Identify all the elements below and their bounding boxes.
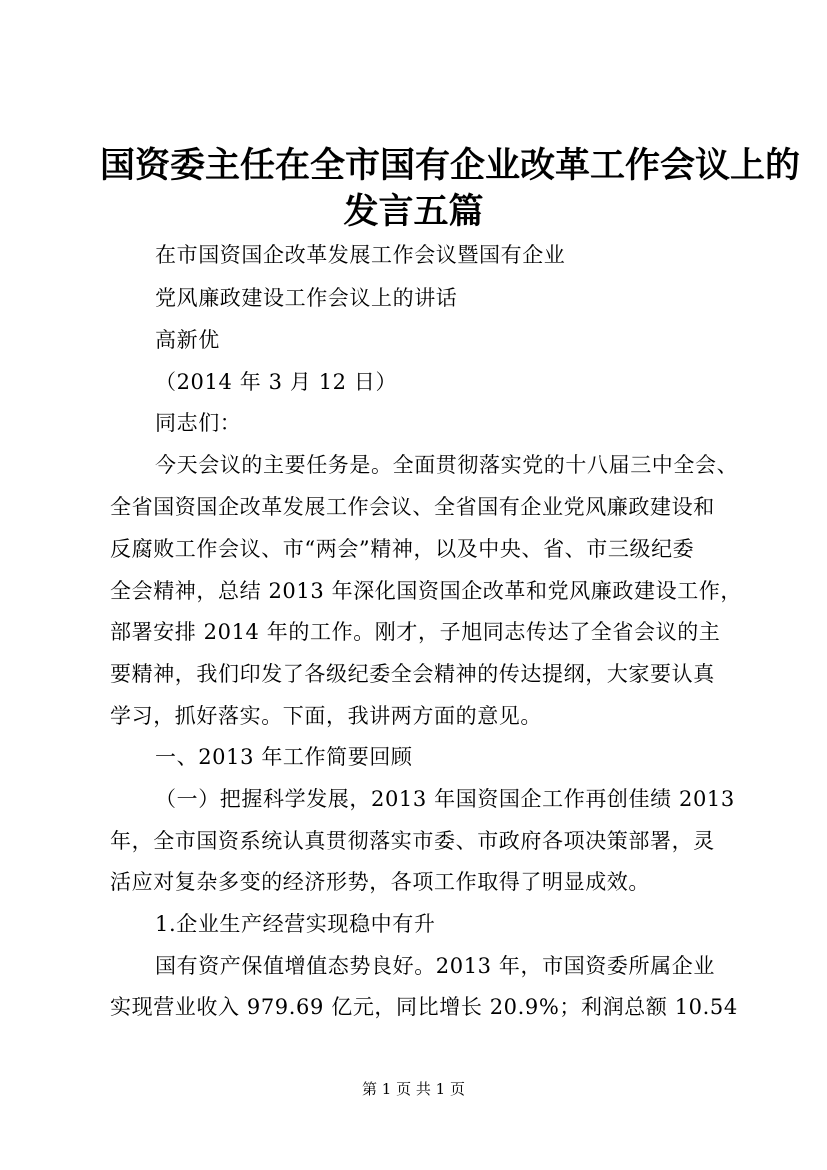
document-title-line-2: 发言五篇: [343, 191, 484, 232]
document-title-line-1: 国资委主任在全市国有企业改革工作会议上的: [100, 145, 801, 186]
body-line: 活应对复杂多变的经济形势，各项工作取得了明显成效。: [110, 870, 650, 894]
speech-heading-line-2: 党风廉政建设工作会议上的讲话: [155, 286, 458, 310]
speech-heading-line-1: 在市国资国企改革发展工作会议暨国有企业: [155, 243, 566, 267]
body-line: 全会精神，总结 2013 年深化国资国企改革和党风廉政建设工作，: [110, 579, 742, 603]
body-line: 今天会议的主要任务是。全面贯彻落实党的十八届三中全会、: [155, 453, 739, 477]
body-line: 反腐败工作会议、市“两会”精神，以及中央、省、市三级纪委: [110, 537, 695, 561]
author: 高新优: [155, 328, 220, 352]
body-line: 学习，抓好落实。下面，我讲两方面的意见。: [110, 704, 542, 728]
numbered-item-heading: 1.企业生产经营实现稳中有升: [155, 912, 436, 936]
body-line: 国有资产保值增值态势良好。2013 年，市国资委所属企业: [155, 954, 715, 978]
speech-date: （2014 年 3 月 12 日）: [155, 370, 398, 394]
body-line: 要精神，我们印发了各级纪委全会精神的传达提纲，大家要认真: [110, 662, 715, 686]
page-footer: 第 1 页 共 1 页: [362, 1080, 465, 1098]
salutation: 同志们：: [155, 411, 242, 435]
subsection-heading: （一）把握科学发展，2013 年国资国企工作再创佳绩 2013: [155, 787, 735, 811]
body-line: 全省国资国企改革发展工作会议、全省国有企业党风廉政建设和: [110, 495, 715, 519]
body-line: 实现营业收入 979.69 亿元，同比增长 20.9%；利润总额 10.54: [110, 995, 738, 1019]
body-line: 部署安排 2014 年的工作。刚才，子旭同志传达了全省会议的主: [110, 620, 721, 644]
section-heading: 一、2013 年工作简要回顾: [155, 745, 413, 769]
body-line: 年，全市国资系统认真贯彻落实市委、市政府各项决策部署，灵: [110, 829, 715, 853]
